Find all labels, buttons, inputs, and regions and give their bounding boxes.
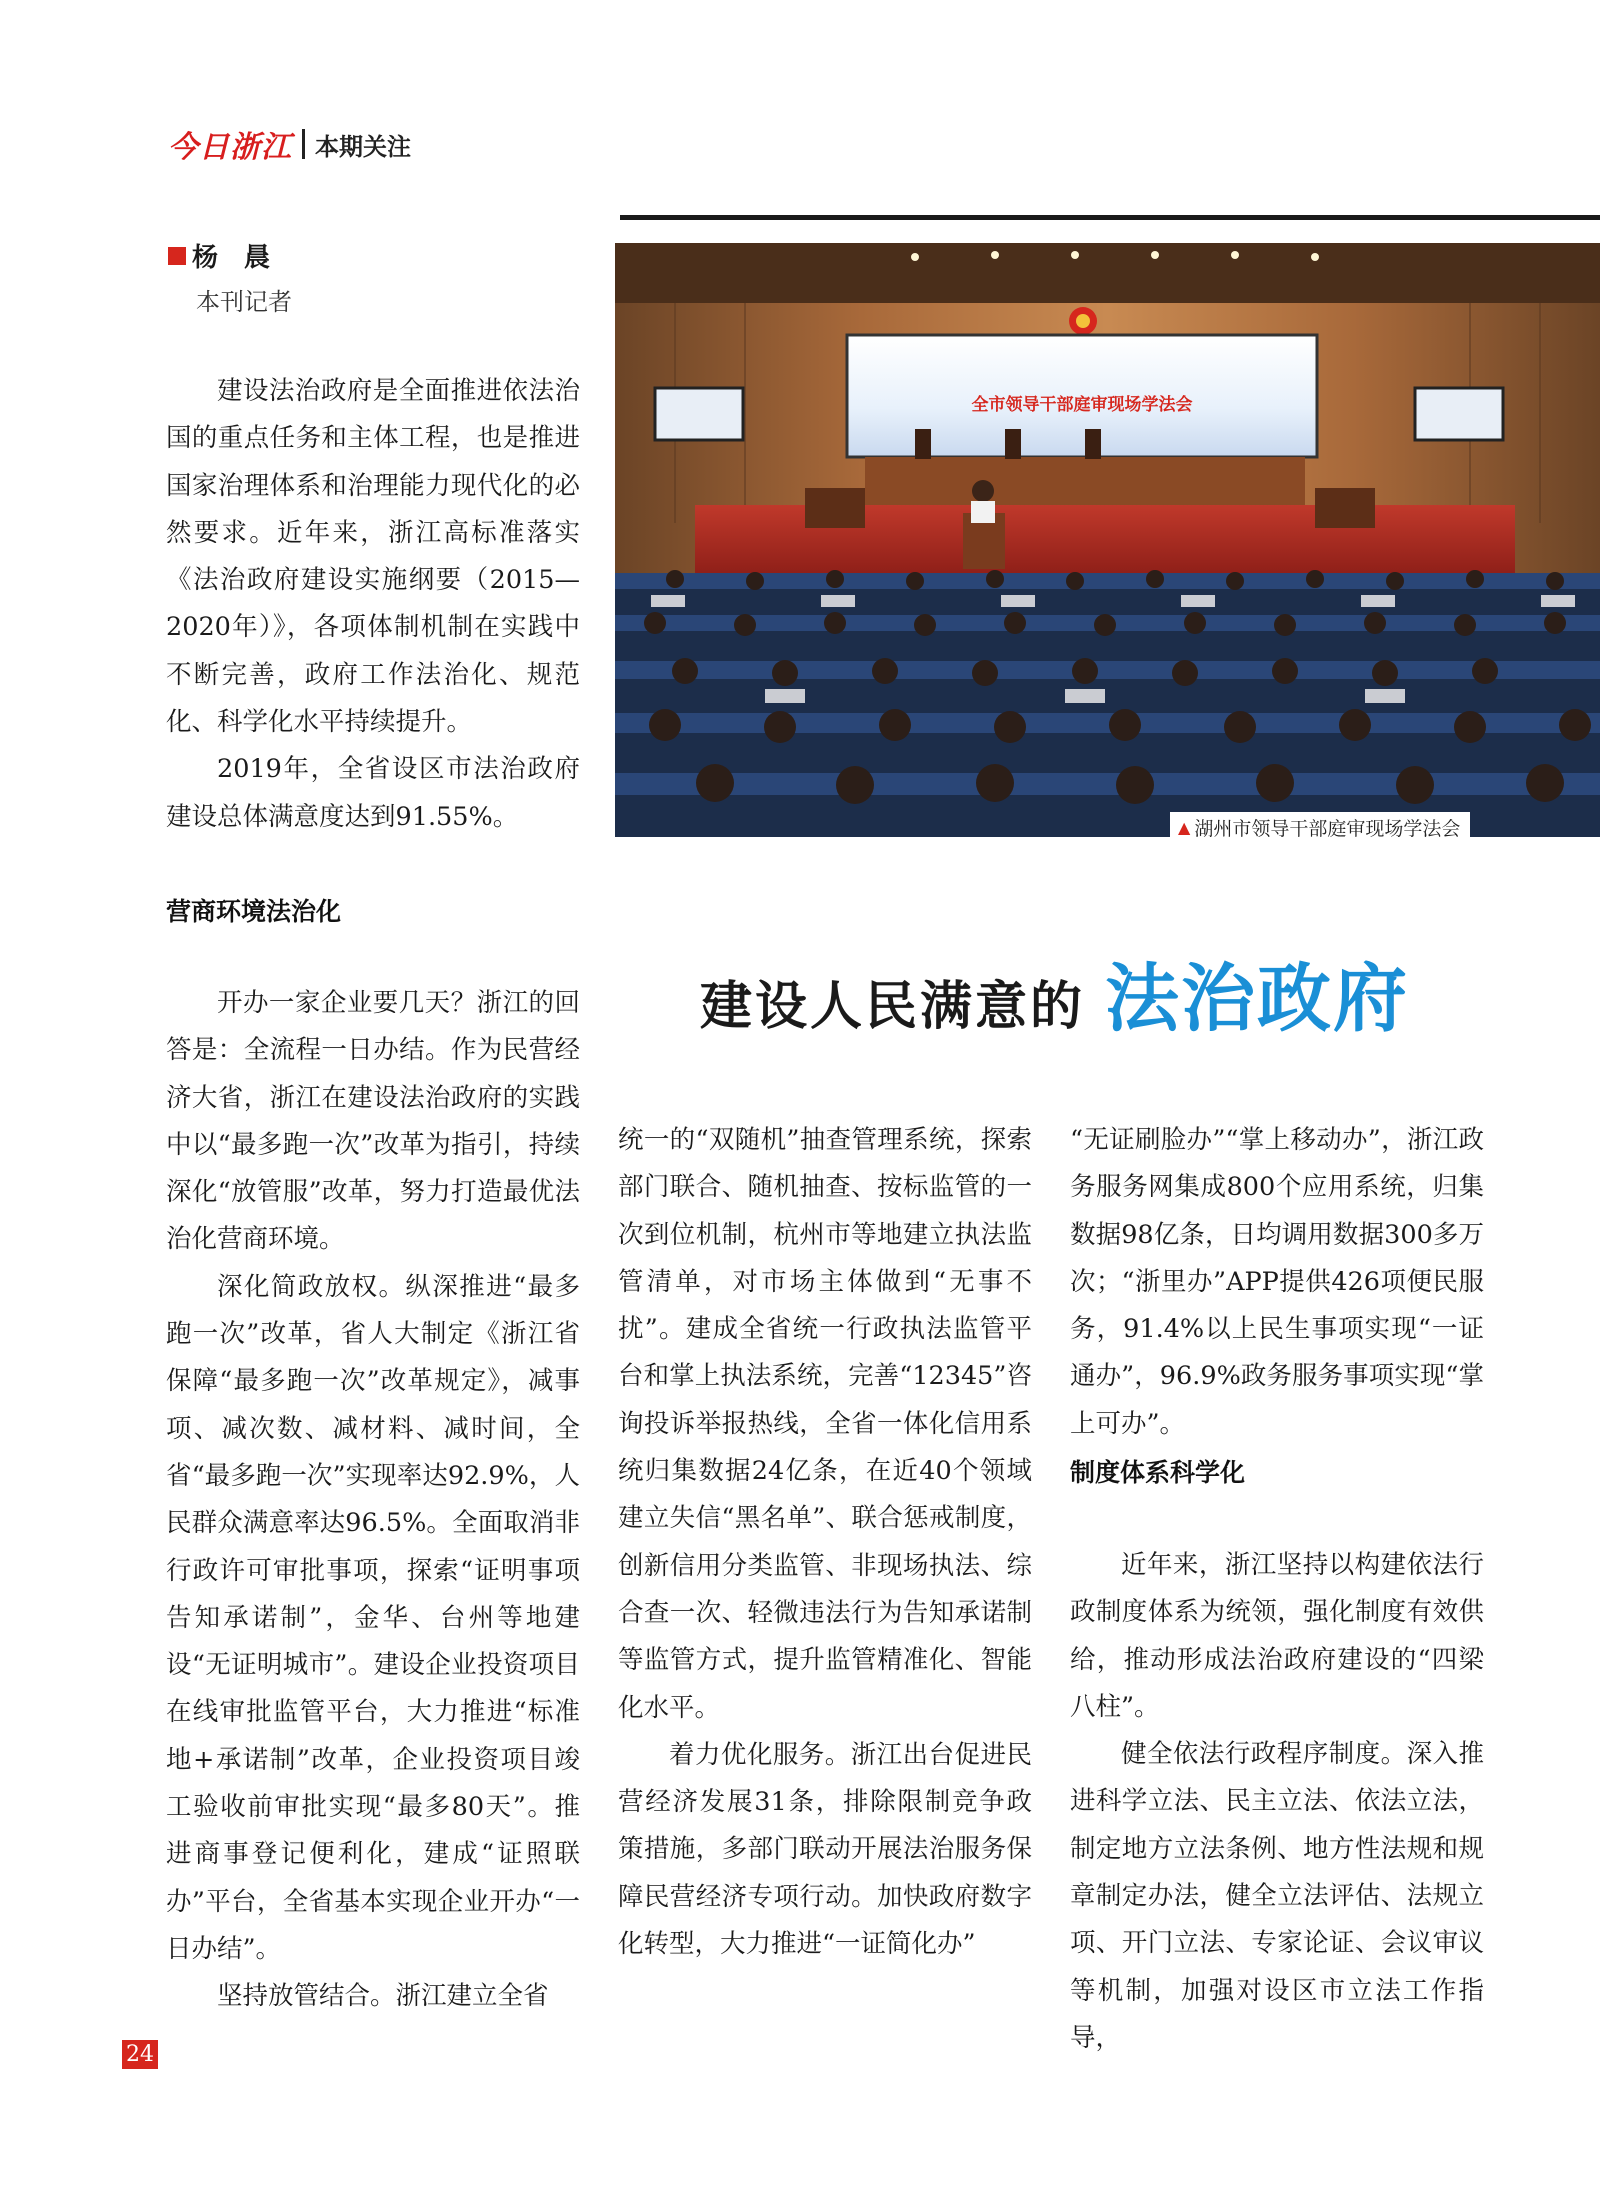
subhead-institutional-system: 制度体系科学化 <box>1070 1458 1246 1487</box>
red-square-icon <box>168 247 186 265</box>
title-part-1: 建设人民满意的 <box>700 976 1086 1037</box>
page-number: 24 <box>122 2040 158 2069</box>
caption-text: 湖州市领导干部庭审现场学法会 <box>1194 818 1461 840</box>
right-column-body <box>1070 1542 1484 2062</box>
left-column-body <box>166 980 580 2021</box>
paragraph: 近年来，浙江坚持以构建依法行政制度体系为统领，强化制度有效供给，推动形成法治政府建设的“四梁八柱”。 <box>1070 1550 1484 1722</box>
triangle-icon: ▲ <box>1178 818 1191 837</box>
paragraph: 坚持放管结合。浙江建立全省 <box>217 1981 549 2012</box>
top-rule <box>620 215 1600 220</box>
paragraph: “无证刷脸办”“掌上移动办”，浙江政务服务网集成800个应用系统，归集数据98亿条，日均调用数据300多万次；“浙里办”APP提供426项便民服务，91.4%以上民生事项实现“一证通办”，96.9%政务服务事项实现“掌上可办”。 <box>1070 1125 1484 1439</box>
paragraph: 深化简政放权。纵深推进“最多跑一次”改革，省人大制定《浙江省保障“最多跑一次”改革规定》，减事项、减次数、减材料、减时间，全省“最多跑一次”实现率达92.9%，人民群众满意率达96.5%。全面取消非行政许可审批事项，探索“证明事项告知承诺制”，金华、台州等地建设“无证明城市”。建设企业投资项目在线审批监管平台，大力推进“标准地+承诺制”改革，企业投资项目竣工验收前审批实现“最多80天”。推进商事登记便利化，建成“证照联办”平台，全省基本实现企业开办“一日办结”。 <box>166 1271 580 1964</box>
article-title <box>700 940 1409 1046</box>
paragraph: 建设法治政府是全面推进依法治国的重点任务和主体工程，也是推进国家治理体系和治理能力现代化的必然要求。近年来，浙江高标准落实《法治政府建设实施纲要（2015—2020年）》，各项体制机制在实践中不断完善，政府工作法治化、规范化、科学化水平持续提升。 <box>166 376 580 738</box>
magazine-logo: 今日浙江 <box>168 130 292 165</box>
masthead <box>168 122 411 166</box>
subhead-business-environment: 营商环境法治化 <box>166 897 342 926</box>
paragraph: 开办一家企业要几天？浙江的回答是：全流程一日办结。作为民营经济大省，浙江在建设法治政府的实践中以“最多跑一次”改革为指引，持续深化“放管服”改革，努力打造最优法治化营商环境。 <box>166 988 580 1255</box>
paragraph: 健全依法行政程序制度。深入推进科学立法、民主立法、依法立法，制定地方立法条例、地方性法规和规章制定办法，健全立法评估、法规立项、开门立法、专家论证、会议审议等机制，加强对设区市立法工作指导， <box>1070 1739 1484 2053</box>
author-name: 杨 晨 <box>192 243 271 273</box>
right-column-top <box>1070 1117 1484 1448</box>
title-part-2: 法治政府 <box>1105 956 1410 1042</box>
photo-caption <box>1170 812 1470 843</box>
screen-text: 全市领导干部庭审现场学法会 <box>971 395 1193 415</box>
left-column-intro <box>166 368 580 841</box>
paragraph: 着力优化服务。浙江出台促进民营经济发展31条，排除限制竞争政策措施，多部门联动开展法治服务保障民营经济专项行动。加快政府数字化转型，大力推进“一证简化办” <box>618 1739 1032 1960</box>
author-role: 本刊记者 <box>196 288 292 316</box>
paragraph: 2019年，全省设区市法治政府建设总体满意度达到91.55%。 <box>166 754 580 832</box>
masthead-divider <box>302 129 305 159</box>
section-label: 本期关注 <box>315 132 411 161</box>
courtroom-photo <box>615 243 1600 837</box>
byline <box>168 237 292 317</box>
paragraph: 统一的“双随机”抽查管理系统，探索部门联合、随机抽查、按标监管的一次到位机制，杭州市等地建立执法监管清单，对市场主体做到“无事不扰”。建成全省统一行政执法监管平台和掌上执法系统，完善“12345”咨询投诉举报热线，全省一体化信用系统归集数据24亿条，在近40个领域建立失信“黑名单”、联合惩戒制度，创新信用分类监管、非现场执法、综合查一次、轻微违法行为告知承诺制等监管方式，提升监管精准化、智能化水平。 <box>618 1125 1032 1723</box>
middle-column <box>618 1117 1032 1968</box>
